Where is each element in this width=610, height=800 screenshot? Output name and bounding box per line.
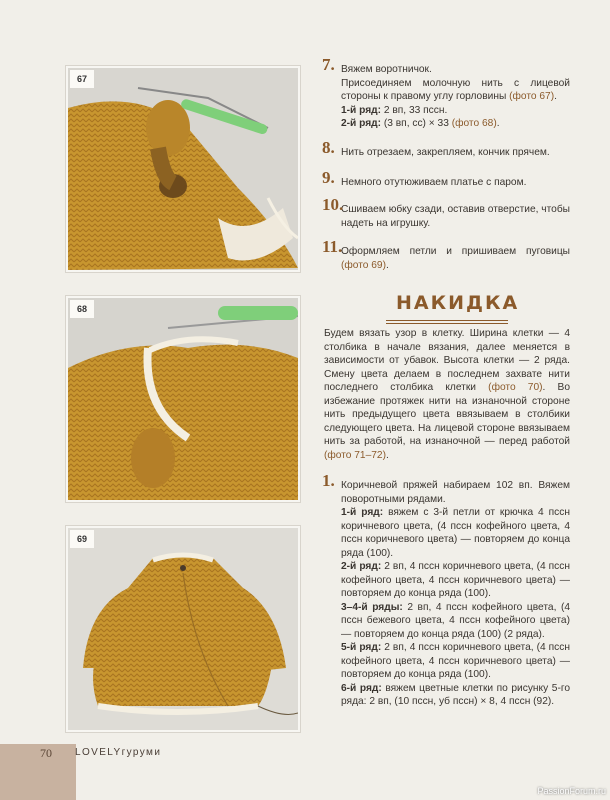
step-8	[322, 138, 570, 160]
section-heading: НАКИДКА	[396, 292, 520, 314]
page-number: 70	[40, 746, 52, 760]
photo-reference: (фото 70)	[488, 382, 543, 393]
intro-paragraph: Будем вязать узор в клетку. Ширина клетки — 4 столбика в начале вязания, далее меняется в зависимости от убавок. Высота клетки — 2 ряда. Смену цвета делаем в последнем захвате нити последнего столбика клетки (фото 70). Во избежание протяжек нити на изнаночной стороне нить предыдущего цвета ввязываем в столбики следующего цвета. На лицевой стороне ввязываем нить за работой, на изнаночной — перед работой (фото 71–72).	[324, 328, 570, 461]
step-9	[322, 168, 570, 190]
photo-reference: (фото 67)	[509, 91, 555, 102]
step-1	[322, 471, 570, 709]
photo-69	[66, 526, 300, 732]
step-1-text: Коричневой пряжей набираем 102 вп. Вяжем поворотными рядами.	[341, 480, 570, 505]
footer-tab	[0, 744, 76, 800]
brand-name: LOVELYгуруми	[75, 747, 162, 758]
step-11-text: Оформляем петли и пришиваем пуговицы (фото 69).	[341, 246, 570, 271]
step-1-row: 5-й ряд: 2 вп, 4 пссн коричневого цвета, (4 пссн кофейного цвета, 4 пссн коричневого цвета) — повторяем до конца ряда (100).	[341, 642, 570, 680]
step-number: 9.	[322, 168, 335, 187]
step-9-text: Немного отутюживаем платье с паром.	[341, 177, 527, 188]
photo-reference: (фото 68)	[451, 118, 497, 129]
step-7-line-2: Присоединяем молочную нить с лицевой стороны к правому углу горловины (фото 67).	[341, 77, 570, 102]
photo-reference: (фото 69)	[341, 259, 386, 271]
step-7-line-1: Вяжем воротничок.	[341, 64, 432, 75]
step-number: 10.	[322, 195, 344, 214]
step-7-row-1: 1-й ряд: 2 вп, 33 пссн.	[341, 104, 448, 116]
step-number: 8.	[322, 138, 335, 157]
step-7-row-2: 2-й ряд: (3 вп, сс) × 33 (фото 68).	[341, 118, 500, 129]
photo-number: 67	[70, 70, 94, 88]
photo-reference: (фото 71–72)	[324, 449, 386, 461]
photo-number: 68	[70, 300, 94, 318]
photo-67-image	[68, 68, 298, 270]
step-number: 1.	[322, 471, 335, 490]
step-7	[322, 55, 570, 131]
step-11	[322, 237, 570, 272]
step-1-row: 3–4-й ряды: 2 вп, 4 пссн кофейного цвета, (4 пссн бежевого цвета, 4 пссн кофейного цвета) — повторяем до конца ряда (100) (2 ряда).	[341, 601, 570, 640]
step-10	[322, 195, 570, 230]
photo-68-image	[68, 298, 298, 500]
photo-number: 69	[70, 530, 94, 548]
watermark: PassionForum.ru	[537, 786, 606, 796]
heading-underline	[386, 320, 508, 324]
photo-69-image	[68, 528, 298, 730]
step-1-row: 1-й ряд: вяжем с 3-й петли от крючка 4 пссн коричневого цвета, (4 пссн кофейного цвета, 4 пссн коричневого цвета) — повторяем до конца ряда (100).	[341, 507, 570, 559]
step-8-text: Нить отрезаем, закрепляем, кончик прячем.	[341, 147, 550, 158]
step-1-row: 2-й ряд: 2 вп, 4 пссн коричневого цвета, (4 пссн кофейного цвета, 4 пссн коричневого цвета) — повторяем до конца ряда (100).	[341, 561, 570, 599]
step-number: 11.	[322, 237, 343, 256]
step-10-text: Сшиваем юбку сзади, оставив отверстие, чтобы надеть на игрушку.	[341, 204, 570, 229]
photo-67	[66, 66, 300, 272]
step-number: 7.	[322, 55, 335, 74]
photo-68	[66, 296, 300, 502]
step-1-row: 6-й ряд: вяжем цветные клетки по рисунку 5-го ряда: 2 вп, (10 пссн, уб пссн) × 8, 4 пссн (92).	[341, 682, 570, 707]
